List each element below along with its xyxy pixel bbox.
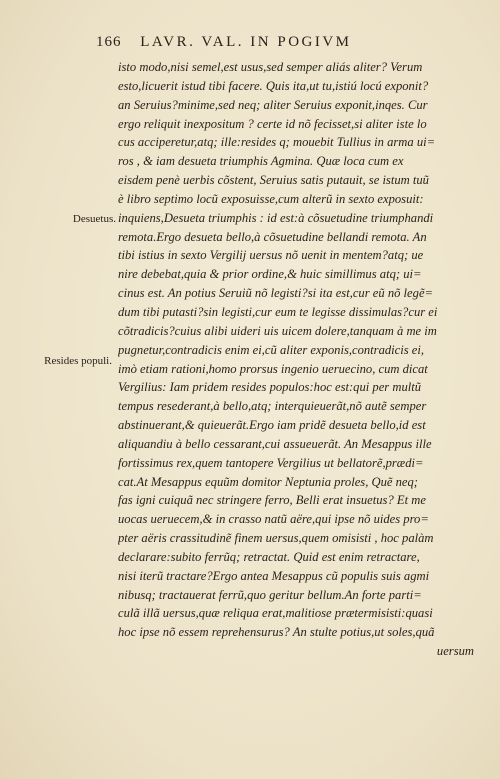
text-line: fortissimus rex,quem tantopere Vergilius ut bellatorẽ,prædi= xyxy=(118,455,424,470)
page-header xyxy=(96,34,466,51)
running-title: LAVR. VAL. IN POGIVM xyxy=(140,34,352,50)
text-line: nisi iterũ tractare?Ergo antea Mesappus cũ populis suis agmi xyxy=(118,568,430,583)
text-line: cõtradicis?cuius alibi uideri uis uicem dolere,tanquam à me im xyxy=(118,323,437,338)
text-line: fas igni cuiquã nec stringere ferro, Belli erat insuetus? Et me xyxy=(118,493,426,508)
text-line: è libro septimo locũ exposuisse,cum alterũ in sexto exposuit: xyxy=(118,191,424,206)
text-line: eisdem penè uerbis cõstent, Seruius satis putauit, se istum tuũ xyxy=(118,173,429,188)
text-line: uocas ueruecem,& in crasso natũ aëre,qui ipse nõ uides pro= xyxy=(118,512,429,527)
margin-note: Resides populi. xyxy=(44,355,112,367)
text-line: inquiens,Desueta triumphis : id est:à cõsuetudine triumphandi xyxy=(118,210,434,225)
text-line: nire debebat,quia & prior ordine,& huic simillimus atq; ui= xyxy=(118,267,422,282)
text-line: culã illã uersus,quæ reliqua erat,malitiose prætermisisti:quasi xyxy=(118,606,433,621)
margin-note: Desuetus. xyxy=(72,213,116,225)
text-line: uersum xyxy=(436,644,474,659)
text-line: remota.Ergo desueta bello,à cõsuetudine bellandi remota. An xyxy=(118,229,427,244)
text-line: declarare:subito ferrũq; retractat. Quid est enim retractare, xyxy=(118,549,420,564)
text-line: hoc ipse nõ essem reprehensurus? An stulte potius,ut soles,quã xyxy=(118,625,435,640)
text-line: tempus resederant,à bello,atq; interquieuerãt,nõ autẽ semper xyxy=(118,399,427,414)
text-line: Vergilius: Iam pridem resides populos:hoc est:qui per multũ xyxy=(118,380,422,395)
text-line: ros , & iam desueta triumphis Agmina. Quæ loca cum ex xyxy=(118,154,404,169)
text-line: aliquandiu à bello cessarant,cui assueuerãt. An Mesappus ille xyxy=(118,436,432,451)
text-line: isto modo,nisi semel,est usus,sed semper aliás aliter? Verum xyxy=(118,60,423,74)
text-line: ergo reliquit inexpositum ? certe id nõ fecisset,si aliter iste lo xyxy=(118,116,427,131)
page-number: 166 xyxy=(96,34,122,50)
text-line: pter aëris crassitudinẽ finem uersus,quem omisisti , hoc palàm xyxy=(118,531,434,546)
text-line: tibi istius in sexto Vergilij uersus nõ uenit in mentem?atq; ue xyxy=(118,248,424,263)
text-line: abstinuerant,& quieuerãt.Ergo iam pridẽ desueta bello,id est xyxy=(118,418,426,433)
text-line: dum tibi putasti?sin legisti,cur eum te legisse dissimulas?cur ei xyxy=(118,304,438,319)
text-line: imò etiam rationi,homo prorsus ingenio ueruecino, cum dicat xyxy=(118,361,428,376)
body-text xyxy=(118,58,476,661)
text-line: esto,licuerit istud tibi facere. Quis ita,ut tu,istiú locú exponit? xyxy=(118,78,429,93)
text-line: pugnetur,contradicis enim ei,cũ aliter exponis,contradicis ei, xyxy=(118,342,425,357)
text-line: cinus est. An potius Seruiũ nõ legisti?si ita est,cur eũ nõ legẽ= xyxy=(118,286,434,301)
text-line: an Seruius?minime,sed neq; aliter Seruius exponit,inqes. Cur xyxy=(118,97,428,112)
text-line: cus acciperetur,atq; ille:resides q; mouebit Tullius in arma ui= xyxy=(118,135,436,150)
text-line: cat.At Mesappus equũm domitor Neptunia proles, Quẽ neq; xyxy=(118,474,418,489)
text-line: nibusq; tractauerat ferrũ,quo geritur bellum.An forte parti= xyxy=(118,587,422,602)
